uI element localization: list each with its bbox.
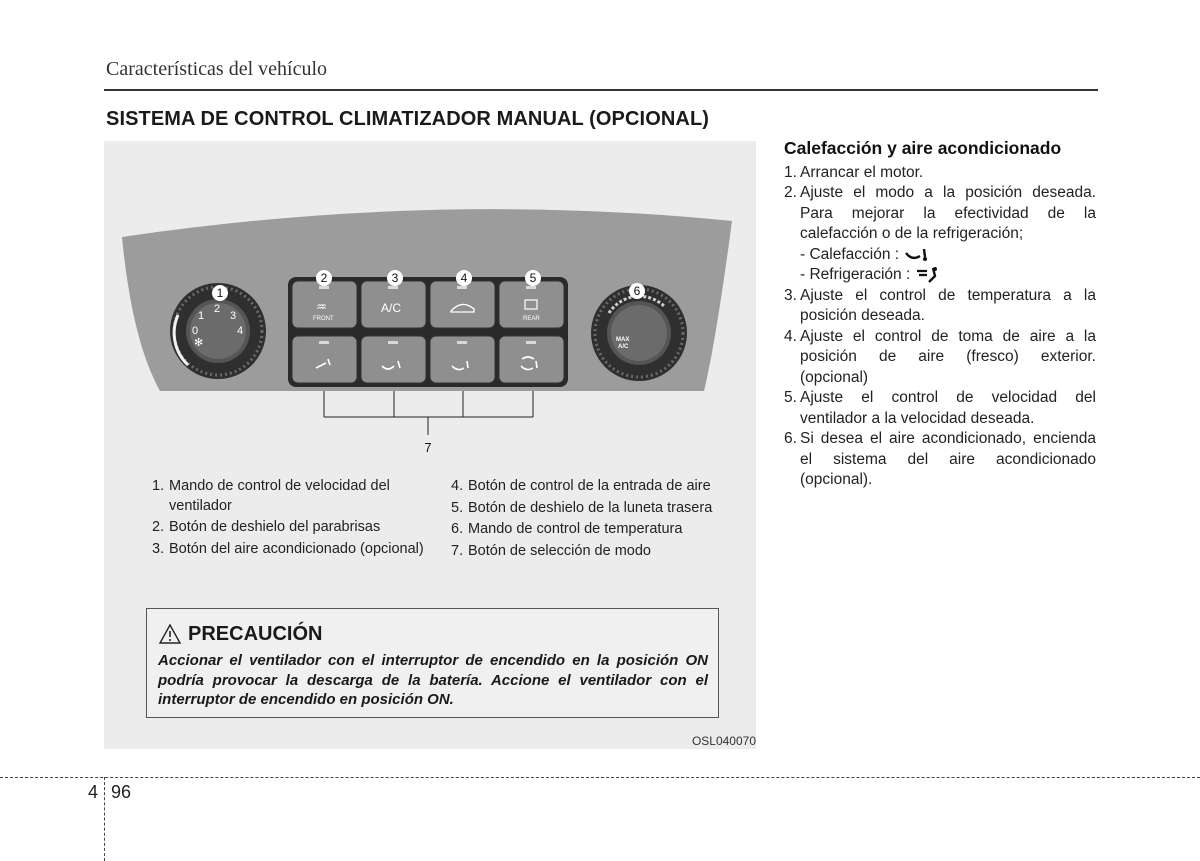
callout-6: 6 xyxy=(633,284,641,298)
callout-1: 1 xyxy=(216,286,224,300)
running-header: Características del vehículo xyxy=(106,58,328,80)
callout-5: 5 xyxy=(529,271,537,285)
front-label: FRONT xyxy=(313,316,334,322)
climate-control-illustration xyxy=(104,141,756,471)
fan-icon: ✻ xyxy=(194,336,204,349)
callout-7: 7 xyxy=(424,440,432,455)
step-item: 1. Arrancar el motor. xyxy=(784,163,924,181)
caution-box xyxy=(146,608,719,718)
footer-divider xyxy=(0,777,1200,778)
legend-left xyxy=(152,477,442,561)
legend-item: 4. Botón de control de la entrada de aire xyxy=(451,478,711,494)
legend-right xyxy=(451,477,741,563)
page-number-value: 96 xyxy=(111,782,132,802)
caution-title: PRECAUCIÓN xyxy=(188,622,323,645)
legend-item: 7. Botón de selección de modo xyxy=(451,542,651,559)
fan-level-3: 3 xyxy=(230,310,237,322)
step-item: 3. Ajuste el control de temperatura a la posición deseada. xyxy=(784,286,1096,324)
heating-mode-icon xyxy=(904,247,930,263)
instructions-title: Calefacción y aire acondicionado xyxy=(784,138,1062,158)
max-ac-label-top: MAX xyxy=(616,337,630,343)
cooling-mode-icon xyxy=(915,266,941,284)
cooling-mode-line: - Refrigeración : xyxy=(800,265,1096,286)
callout-3: 3 xyxy=(391,271,399,285)
fan-level-4: 4 xyxy=(237,325,244,337)
callout-4: 4 xyxy=(460,271,468,285)
fan-level-0: 0 xyxy=(192,325,199,337)
front-defrost-icon: ♒ xyxy=(316,300,327,314)
temperature-knob[interactable] xyxy=(591,285,687,381)
chapter-number: 4 xyxy=(88,782,99,802)
legend-item: 3. Botón del aire acondicionado (opcional) xyxy=(152,540,424,557)
header-rule xyxy=(104,89,1098,91)
section-title: SISTEMA DE CONTROL CLIMATIZADOR MANUAL (OPCIONAL) xyxy=(106,108,710,130)
page-number xyxy=(88,782,131,803)
fan-level-1: 1 xyxy=(198,310,205,322)
mode-bracket xyxy=(324,391,533,435)
callout-2: 2 xyxy=(320,271,328,285)
max-ac-label-bottom: A/C xyxy=(618,344,629,350)
legend-item: 2. Botón de deshielo del parabrisas xyxy=(152,519,381,535)
legend-item: 5. Botón de deshielo de la luneta trasera xyxy=(451,499,713,516)
step-item: 6. Si desea el aire acondicionado, encienda el sistema del aire acondicionado (opcional). xyxy=(784,430,1096,488)
caution-body: Accionar el ventilador con el interruptor de encendido en la posición ON podría provocar la descarga de la batería. Accione el ventilador con el interruptor de encendido en posición ON. xyxy=(158,652,708,708)
legend-item: 6. Mando de control de temperatura xyxy=(451,521,683,537)
figure-code: OSL040070 xyxy=(691,734,756,748)
rear-label: REAR xyxy=(523,316,540,322)
legend-item: 1. Mando de control de velocidad del ventilador xyxy=(152,478,390,514)
ac-label: A/C xyxy=(381,301,402,315)
fan-level-2: 2 xyxy=(214,303,221,315)
step-item: 5. Ajuste el control de velocidad del ventilador a la velocidad deseada. xyxy=(784,389,1096,427)
instructions-column xyxy=(784,138,1096,491)
figure-panel xyxy=(104,141,756,749)
step-item: 4. Ajuste el control de toma de aire a la posición de aire (fresco) exterior. (opcional) xyxy=(784,327,1096,386)
step-item: 2. Ajuste el modo a la posición deseada. Para mejorar la efectividad de la calefacción o de la refrigeración; xyxy=(784,184,1096,242)
warning-triangle-icon xyxy=(158,623,182,645)
heating-mode-line: - Calefacción : xyxy=(800,245,1096,266)
